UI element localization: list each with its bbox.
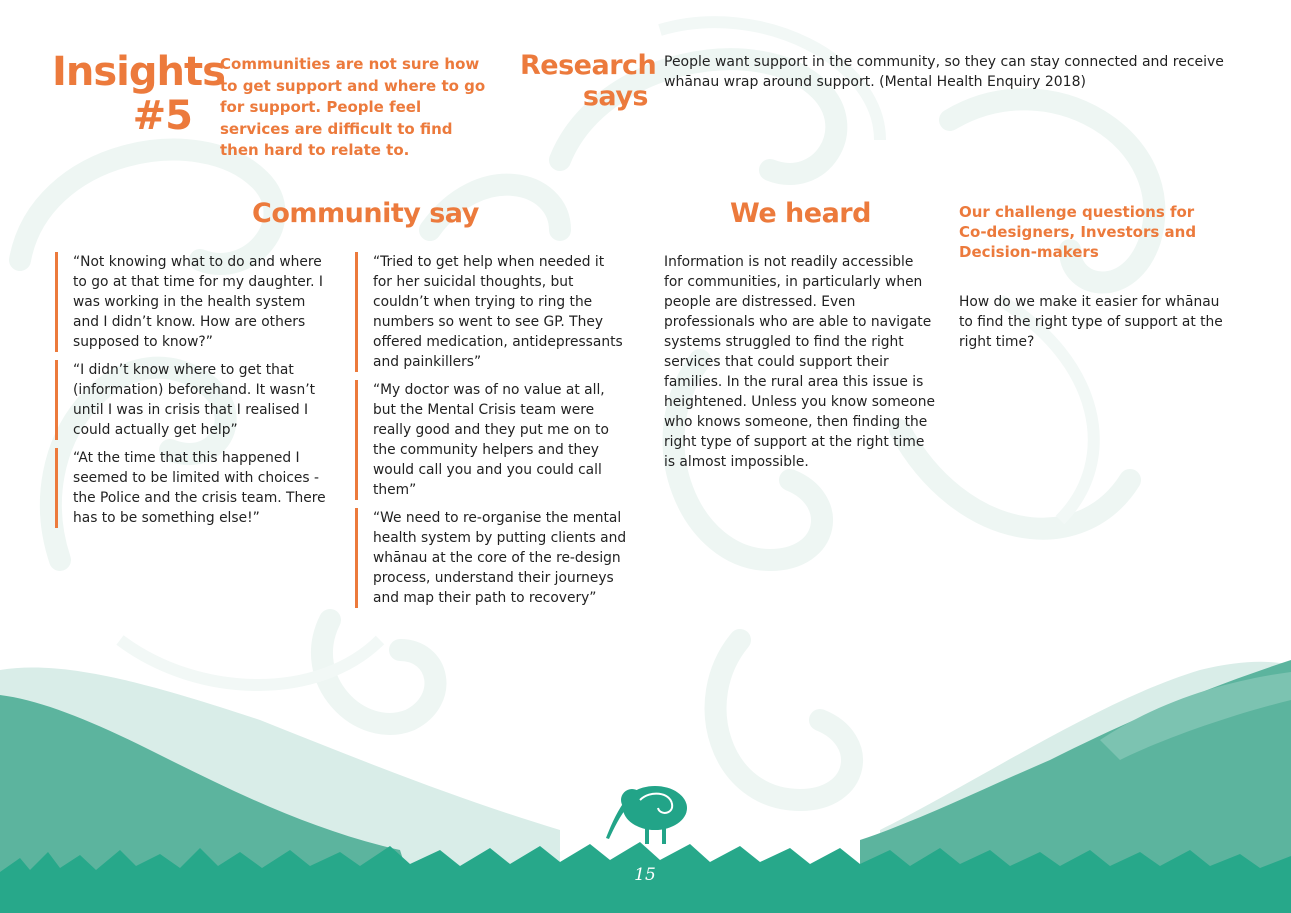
quote: “At the time that this happened I seemed to be limited with choices - the Police and the crisis team. There has to be something else!” <box>55 448 327 528</box>
research-title-line1: Research <box>520 50 657 81</box>
quotes-right-column <box>355 252 627 616</box>
research-text: People want support in the community, so they can stay connected and receive whānau wrap around support. (Mental Health Enquiry 2018) <box>664 54 1224 90</box>
insights-title-line1: Insights <box>52 49 225 95</box>
quote: “Not knowing what to do and where to go at that time for my daughter. I was working in the health system and I didn’t know. How are others supposed to know?” <box>55 252 327 352</box>
we-heard-text: Information is not readily accessible for communities, in particularly when people are distressed. Even professionals who are able to navigate systems struggled to find the right services that could support their families. In the rural area this issue is heightened. Unless you know someone who knows someone, then finding the right type of support at the right time is almost impossible. <box>664 254 935 470</box>
research-title-line2: says <box>582 81 648 112</box>
community-say-title: Community say <box>252 198 479 229</box>
insights-title <box>52 49 225 139</box>
challenge-title: Our challenge questions for Co-designers, Investors and Decision-makers <box>959 203 1197 261</box>
insights-lead: Communities are not sure how to get support and where to go for support. People feel services are difficult to find then hard to relate to. <box>220 55 486 159</box>
quotes-left-column <box>55 252 327 536</box>
quote: “Tried to get help when needed it for her suicidal thoughts, but couldn’t when trying to ring the numbers so went to see GP. They offered medication, antidepressants and painkillers” <box>355 252 627 372</box>
insights-title-line2: #5 <box>132 93 192 139</box>
page-number: 15 <box>634 865 656 885</box>
challenge-text: How do we make it easier for whānau to find the right type of support at the right time? <box>959 294 1223 350</box>
quote: “I didn’t know where to get that (information) beforehand. It wasn’t until I was in crisis that I realised I could actually get help” <box>55 360 327 440</box>
quote: “My doctor was of no value at all, but the Mental Crisis team were really good and they put me on to the community helpers and they would call you and you could call them” <box>355 380 627 500</box>
quote: “We need to re-organise the mental health system by putting clients and whānau at the core of the re-design process, understand their journeys and map their path to recovery” <box>355 508 627 608</box>
research-title <box>520 50 657 112</box>
we-heard-title: We heard <box>730 198 871 229</box>
